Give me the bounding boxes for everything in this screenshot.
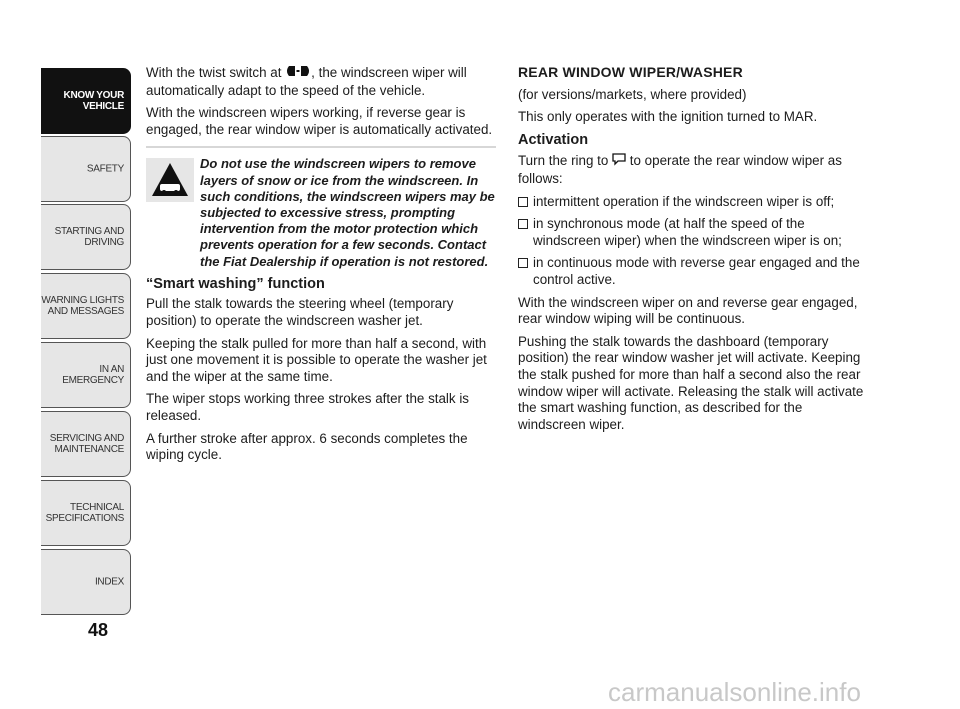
tab-safety[interactable] (41, 136, 131, 202)
tab-label: SERVICING AND MAINTENANCE (49, 433, 124, 455)
watermark: carmanualsonline.info (608, 677, 861, 707)
tab-label: SAFETY (86, 163, 124, 175)
right-column (518, 64, 868, 439)
warning-box (146, 146, 496, 269)
tab-starting-and-driving[interactable] (41, 204, 131, 270)
checkbox-bullet-icon (518, 197, 528, 207)
section-sidebar (41, 0, 133, 620)
list-item (518, 216, 868, 249)
smart-washing-heading: “Smart washing” function (146, 275, 325, 292)
paragraph: With the windscreen wipers working, if reverse gear is engaged, the rear window wiper is automatically activated. (146, 105, 493, 137)
text: to operate the rear window wiper as follows: (518, 153, 842, 186)
left-column (146, 64, 496, 470)
list-item (518, 194, 868, 211)
text: With the twist switch at (146, 64, 282, 80)
paragraph (518, 152, 868, 187)
bullet-list (518, 194, 868, 289)
paragraph: Pull the stalk towards the steering wheel (temporary position) to operate the windscreen washer jet. (146, 296, 454, 328)
rear-wiper-icon (612, 152, 626, 171)
tab-label: IN AN EMERGENCY (62, 364, 124, 386)
paragraph (146, 64, 496, 99)
tab-in-an-emergency[interactable] (41, 342, 131, 408)
auto-wiper-icon (285, 64, 311, 83)
section-title: REAR WINDOW WIPER/WASHER (518, 64, 743, 80)
list-item-text: in continuous mode with reverse gear engaged and the control active. (533, 255, 860, 287)
tab-index[interactable] (41, 549, 131, 615)
paragraph: The wiper stops working three strokes after the stalk is released. (146, 391, 469, 423)
section-subtitle: (for versions/markets, where provided) (518, 86, 747, 102)
warning-triangle-icon (146, 158, 194, 202)
warning-text-content: Do not use the windscreen wipers to remove layers of snow or ice from the windscreen. In such conditions, the windscreen wipers may be subjected to excessive stress, prompting intervention from the motor protection which prevents operation for a few seconds. Contact the Fiat Dealership if operation is not restored. (200, 156, 495, 269)
warning-text (146, 156, 496, 269)
paragraph: With the windscreen wiper on and reverse gear engaged, rear window wiping will be continuous. (518, 294, 858, 327)
tab-label: WARNING LIGHTS AND MESSAGES (41, 295, 124, 317)
checkbox-bullet-icon (518, 258, 528, 268)
list-item (518, 255, 868, 288)
text: , the windscreen wiper will automatically adapt to the speed of the vehicle. (146, 64, 467, 98)
paragraph: Keeping the stalk pulled for more than half a second, with just one movement it is possible to operate the washer jet and the wiper at the same time. (146, 335, 487, 384)
paragraph: A further stroke after approx. 6 seconds completes the wiping cycle. (146, 430, 468, 463)
text: Turn the ring to (518, 153, 609, 169)
list-item-text: in synchronous mode (at half the speed of the windscreen wiper) when the windscreen wiper is on; (533, 216, 842, 248)
tab-servicing[interactable] (41, 411, 131, 477)
list-item-text: intermittent operation if the windscreen wiper is off; (533, 193, 835, 209)
tab-label: STARTING AND DRIVING (54, 226, 124, 248)
paragraph: This only operates with the ignition turned to MAR. (518, 109, 818, 125)
tab-label: INDEX (94, 576, 124, 588)
tab-label: TECHNICAL SPECIFICATIONS (45, 502, 124, 524)
checkbox-bullet-icon (518, 219, 528, 229)
tab-technical-specifications[interactable] (41, 480, 131, 546)
paragraph: Pushing the stalk towards the dashboard (temporary position) the rear window washer jet will activate. Keeping the stalk pushed for more than half a second also the rear window wiper will activate. Releasing the stalk will activate the smart washing function, as described for the windscreen wiper. (518, 333, 864, 432)
activation-heading: Activation (518, 131, 589, 148)
tab-know-your-vehicle[interactable] (41, 68, 131, 134)
page-number: 48 (88, 620, 109, 640)
tab-label: KNOW YOUR VEHICLE (63, 90, 124, 112)
tab-warning-lights[interactable] (41, 273, 131, 339)
